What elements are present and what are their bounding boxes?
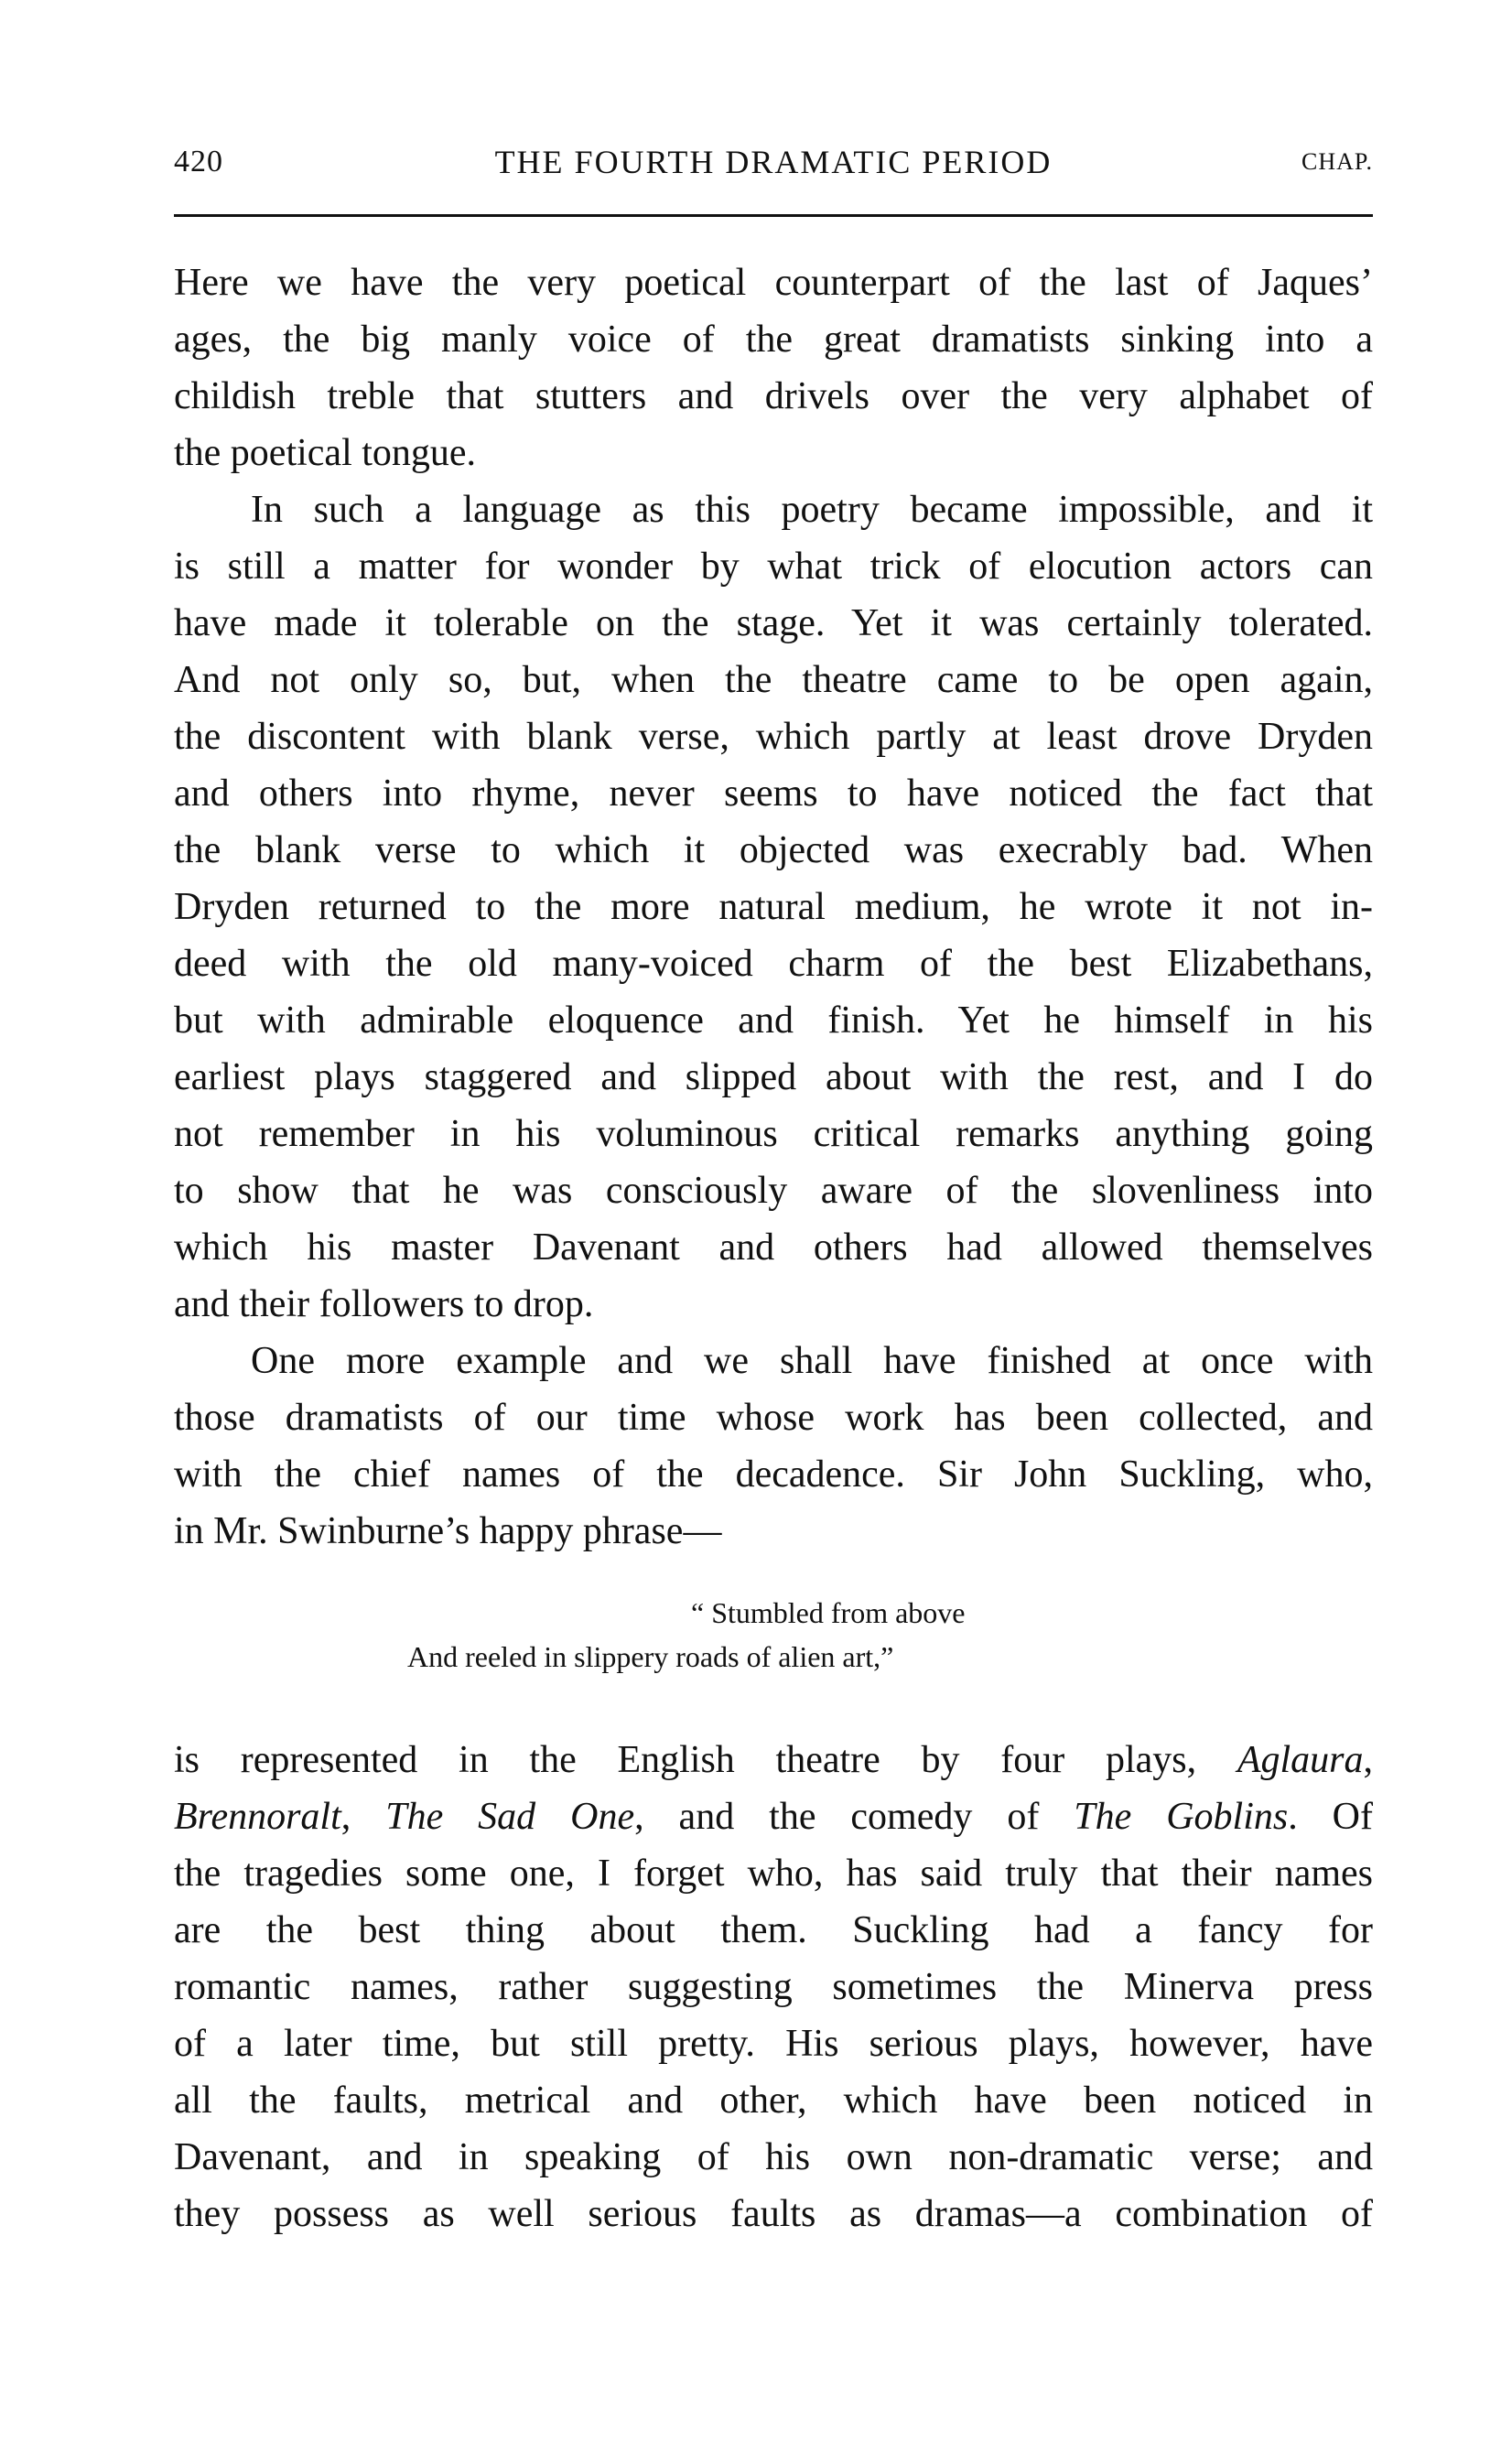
text-run: , and the comedy of — [634, 1796, 1075, 1838]
text-run: , — [1363, 1739, 1373, 1781]
text-line: is still a matter for wonder by what trick of elocution actors can — [174, 546, 1373, 588]
quote-line: “ Stumbled from above — [691, 1596, 966, 1629]
text-line: and others into rhyme, never seems to have noticed the fact that — [174, 772, 1373, 815]
text-line: which his master Davenant and others had allowed themselves — [174, 1226, 1373, 1269]
running-title: THE FOURTH DRAMATIC PERIOD — [494, 144, 1053, 180]
running-head — [174, 139, 1373, 185]
text-run: , — [340, 1796, 386, 1838]
text-line: to show that he was consciously aware of the slovenliness into — [174, 1170, 1373, 1212]
text-run: is represented in the English theatre by four plays, — [174, 1739, 1237, 1781]
text-line: Here we have the very poetical counterpart of the last of Jaques’ — [174, 262, 1373, 304]
text-line: And not only so, but, when the theatre came to be open again, — [174, 659, 1373, 701]
text-line: the blank verse to which it objected was execrably bad. When — [174, 829, 1373, 871]
text-line: One more example and we shall have finished at once with — [251, 1340, 1373, 1382]
body-text-continued — [174, 1732, 1373, 2242]
text-line: have made it tolerable on the stage. Yet it was certainly tolerated. — [174, 602, 1373, 644]
text-line: ages, the big manly voice of the great dramatists sinking into a — [174, 319, 1373, 361]
page-number: 420 — [174, 145, 223, 178]
text-line: romantic names, rather suggesting sometimes the Minerva press — [174, 1966, 1373, 2008]
header-rule — [174, 214, 1373, 217]
quote-line: And reeled in slippery roads of alien art,” — [407, 1640, 894, 1673]
play-title-brennoralt: Brennoralt — [174, 1796, 341, 1838]
play-title-sad-one: The Sad One — [385, 1796, 635, 1838]
chapter-label: CHAP. — [1301, 148, 1373, 175]
text-line: the poetical tongue. — [174, 432, 477, 474]
text-line: the discontent with blank verse, which partly at least drove Dryden — [174, 716, 1373, 758]
text-line: Davenant, and in speaking of his own non-dramatic verse; and — [174, 2136, 1373, 2178]
text-line: In such a language as this poetry became impossible, and it — [251, 489, 1373, 531]
text-line: they possess as well serious faults as dramas—a combination of — [174, 2193, 1373, 2235]
text-line: and their followers to drop. — [174, 1283, 594, 1325]
text-line: deed with the old many-voiced charm of the best Elizabethans, — [174, 943, 1373, 985]
play-title-aglaura: Aglaura — [1237, 1739, 1364, 1781]
text-line: not remember in his voluminous critical remarks anything going — [174, 1113, 1373, 1155]
text-line: in Mr. Swinburne’s happy phrase— — [174, 1510, 722, 1552]
text-line: but with admirable eloquence and finish. Yet he himself in his — [174, 999, 1373, 1042]
text-line: are the best thing about them. Suckling had a fancy for — [174, 1909, 1373, 1951]
text-line — [174, 1732, 1373, 1788]
text-line: of a later time, but still pretty. His serious plays, however, have — [174, 2023, 1373, 2065]
text-line: all the faults, metrical and other, which have been noticed in — [174, 2080, 1373, 2122]
text-line: those dramatists of our time whose work has been collected, and — [174, 1397, 1373, 1439]
play-title-goblins: The Goblins — [1074, 1796, 1289, 1838]
text-line: Dryden returned to the more natural medium, he wrote it not in- — [174, 886, 1373, 928]
text-line: with the chief names of the decadence. Sir John Suckling, who, — [174, 1453, 1373, 1496]
text-line: the tragedies some one, I forget who, has said truly that their names — [174, 1853, 1373, 1895]
body-text — [174, 254, 1373, 1560]
text-line: childish treble that stutters and drivels over the very alphabet of — [174, 375, 1373, 417]
text-line — [174, 1788, 1373, 1845]
text-line: earliest plays staggered and slipped about with the rest, and I do — [174, 1056, 1373, 1098]
text-run: . Of — [1288, 1796, 1374, 1838]
